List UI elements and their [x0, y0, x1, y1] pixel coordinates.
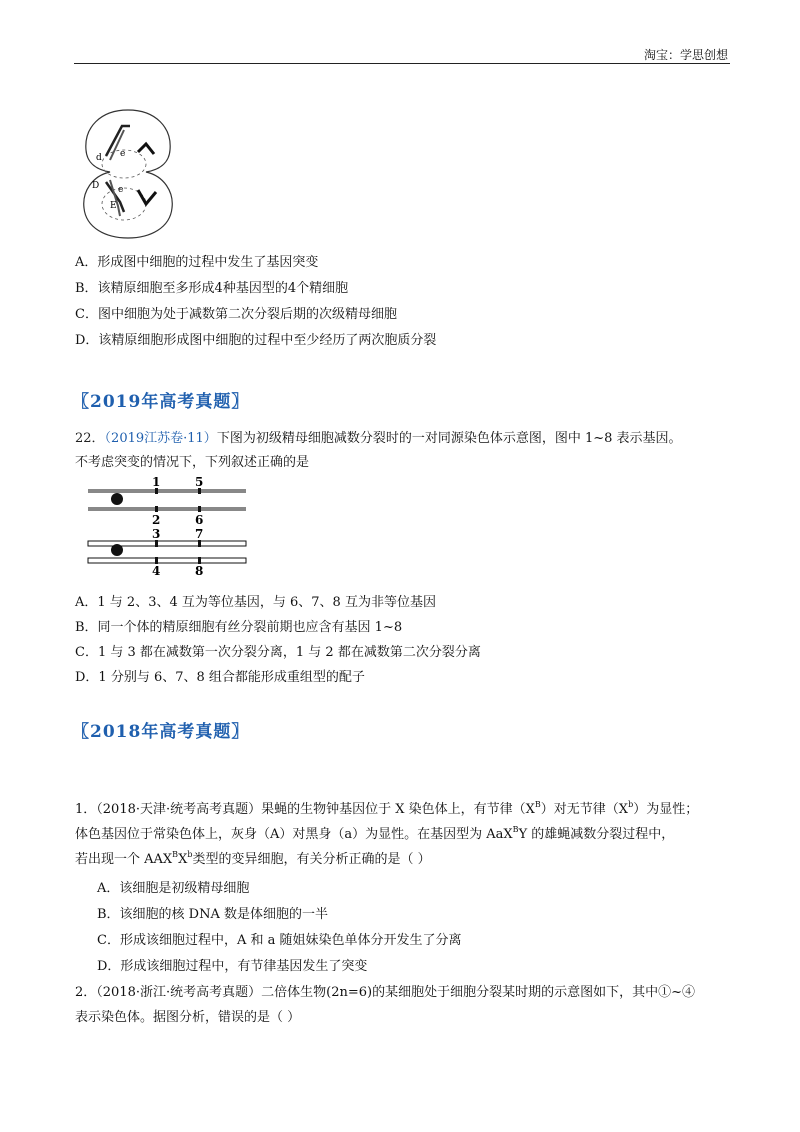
gene-label-7: 7 — [195, 527, 204, 541]
gene-label-2: 2 — [152, 513, 161, 527]
q2-line1: 2．（2018·浙江·统考高考真题）二倍体生物(2n=6)的某细胞处于细胞分裂某时期的示意图如下，其中①~④ — [75, 985, 695, 1000]
q22-source: （2019江苏卷·11） — [104, 431, 217, 446]
q1-option-b: B．该细胞的核 DNA 数是体细胞的一半 — [97, 907, 329, 922]
gene-label-3: 3 — [152, 527, 161, 541]
q22-line1 — [75, 427, 682, 446]
q0-option-b: B．该精原细胞至多形成4种基因型的4个精细胞 — [75, 281, 349, 296]
figure-label-d: d — [96, 153, 102, 163]
q22-option-a: A．1 与 2、3、4 互为等位基因，与 6、7、8 互为非等位基因 — [75, 595, 436, 610]
q1-option-a: A．该细胞是初级精母细胞 — [97, 881, 250, 896]
q22-number: 22． — [75, 431, 105, 446]
q22-option-b: B．同一个体的精原细胞有丝分裂前期也应含有基因 1~8 — [75, 620, 403, 635]
section-title-2018: 〖2018年高考真题〗 — [72, 722, 250, 742]
q22-line2: 不考虑突变的情况下，下列叙述正确的是 — [75, 455, 310, 470]
q1-line1: 1．（2018·天津·统考高考真题）果蝇的生物钟基因位于 X 染色体上，有节律$(X^B)$对无节律$(X^b)$为显性； — [75, 800, 699, 817]
header-shop: 淘宝：学思创想 — [643, 48, 728, 62]
figure-label-D: D — [92, 181, 100, 191]
gene-label-1: 1 — [152, 475, 161, 489]
q22-text1: 下图为初级精母细胞减数分裂时的一对同源染色体示意图，图中 1~8 表示基因。 — [216, 431, 682, 446]
q1-option-c: C．形成该细胞过程中，A 和 a 随姐妹染色单体分开发生了分离 — [97, 933, 462, 948]
q0-option-c: C．图中细胞为处于减数第二次分裂后期的次级精母细胞 — [75, 307, 397, 322]
figure-label-E: E — [110, 201, 117, 211]
cell-division-figure — [80, 104, 176, 242]
q22-option-c: C．1 与 3 都在减数第一次分裂分离，1 与 2 都在减数第二次分裂分离 — [75, 645, 481, 660]
q1-line3: 若出现一个 $AAX^BX^b$类型的变异细胞，有关分析正确的是（ ） — [75, 850, 431, 867]
figure-label-e2: e — [118, 185, 124, 195]
q1-line2: 体色基因位于常染色体上，灰身（A）对黑身（a）为显性。在基因型为 AaX$^B$Y 的雄蝇减数分裂过程中， — [75, 825, 675, 842]
q2-line2: 表示染色体。据图分析，错误的是（ ） — [75, 1010, 301, 1025]
gene-label-5: 5 — [195, 475, 204, 489]
q0-option-d: D．该精原细胞形成图中细胞的过程中至少经历了两次胞质分裂 — [75, 333, 437, 348]
header-divider — [74, 63, 730, 64]
q22-option-d: D．1 分别与 6、7、8 组合都能形成重组型的配子 — [75, 670, 365, 685]
gene-label-8: 8 — [195, 564, 204, 578]
figure-label-e1: e — [120, 149, 126, 159]
q0-option-a: A．形成图中细胞的过程中发生了基因突变 — [75, 255, 319, 270]
q1-option-d: D．形成该细胞过程中，有节律基因发生了突变 — [97, 959, 368, 974]
gene-label-4: 4 — [152, 564, 161, 578]
gene-label-6: 6 — [195, 513, 204, 527]
section-title-2019: 〖2019年高考真题〗 — [72, 392, 250, 412]
homologous-chromosome-diagram — [86, 474, 248, 578]
